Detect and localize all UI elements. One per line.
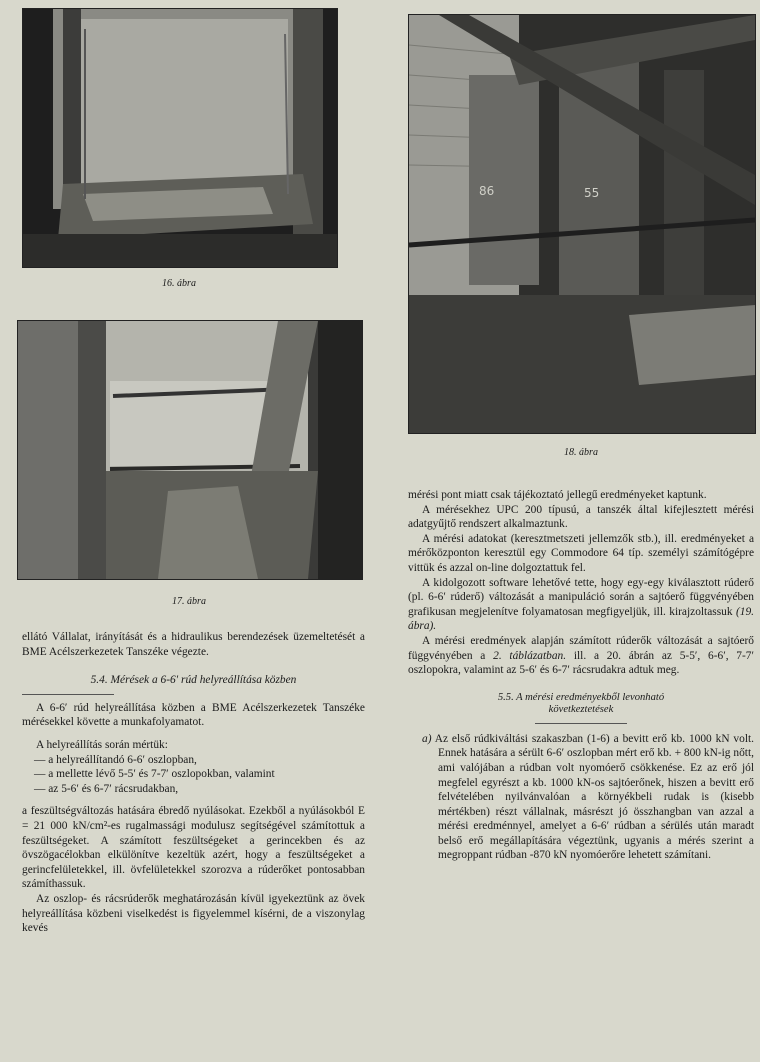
paragraph: A helyreállítás során mértük: bbox=[36, 738, 168, 751]
paragraph bbox=[408, 576, 754, 634]
figure-16-caption: 16. ábra bbox=[162, 278, 196, 289]
paragraph: Az oszlop- és rácsrúderők meghatározásán kívül igyekeztünk az övek helyreállítása közbeni viselkedést is figyelemmel kísérni, de a viszonylag kevés bbox=[22, 892, 365, 935]
paragraph: A mérésekhez UPC 200 típusú, a tanszék által kifejlesztett mérési adatgyűjtő rendszert alkalmaztunk. bbox=[408, 503, 754, 531]
figure-17-photo bbox=[17, 320, 363, 580]
list-item-a bbox=[408, 732, 754, 863]
paragraph: a feszültségváltozás hatására ébredő nyúlásokat. Ezekből a nyúlásokból E = 21 000 kN/cm²-es rugalmassági modulusz segítségével számítottuk a feszültségeket. A számított feszültségeket a gerincekben és az övszögacélokban elkülönítve kezeltük azért, hogy a feszültségeket a gerincfelületekkel, ill. övfelületekkel szorozva a rúderőket pontosabban számíthassuk. bbox=[22, 805, 365, 891]
table-reference: 2. táblázatban. bbox=[493, 649, 567, 662]
figure-18-label-55: 55 bbox=[584, 186, 600, 200]
divider bbox=[535, 723, 627, 724]
paragraph-intro-cont: ellátó Vállalat, irányítását és a hidraulikus berendezések üzemeltetését a BME Acélszerkezetek Tanszéke végezte. bbox=[22, 631, 365, 658]
item-label: a) bbox=[422, 732, 432, 745]
figure-18-photo bbox=[408, 14, 756, 434]
figure-18-label-86: 86 bbox=[479, 184, 495, 198]
item-text: Az első rúdkiváltási szakaszban (1-6) a bevitt erő kb. 1000 kN volt. Ennek hatására a sérült 6-6′ oszlopban mért erő kb. + 800 kN-ig nőtt, ami valójában a rúdban volt nyomóerő csökkenése. Ez az erő jól megfelel egyrészt a kb. 1000 kN-os sajtóerőnek, hiszen a bevitt erő felvételében nyilvánvalóan a környékbeli rudak is (kisebb mértékben) részt vállalnak, másrészt jó összhangban van azzal a mérési eredménnyel, amelyet a 6-6′ rúdban a sérülés után maradt belső erő megállapítására végeztünk, ugyanis a mérés szerint a megroppant rúdban -870 kN nyomóerőre lehetett számítani. bbox=[434, 732, 755, 862]
figure-16-photo bbox=[22, 8, 338, 268]
divider bbox=[22, 694, 114, 695]
paragraph bbox=[408, 634, 754, 678]
list-item: — a mellette lévő 5-5′ és 7-7′ oszlopokban, valamint bbox=[34, 768, 275, 781]
paragraph-text: A mérési eredmények alapján számított rúderők változását a sajtóerő függvényében a bbox=[408, 634, 754, 662]
left-column bbox=[22, 630, 365, 936]
list-item: — a helyreállítandó 6-6′ oszlopban, bbox=[34, 753, 197, 766]
section-heading-5-4: 5.4. Mérések a 6-6′ rúd helyreállítása közben bbox=[90, 674, 297, 687]
figure-18-caption: 18. ábra bbox=[564, 447, 598, 458]
paragraph: A mérési adatokat (keresztmetszeti jellemzők stb.), ill. eredményeket a mérőközponton keresztül egy Commodore 64 típ. személyi számítógépre vittük és azzal on-line dolgoztattuk fel. bbox=[408, 532, 754, 574]
list-item: — az 5-6′ és 6-7′ rácsrudakban, bbox=[34, 782, 179, 795]
paragraph: A 6-6′ rúd helyreállítása közben a BME Acélszerkezetek Tanszéke mérésekkel követte a munkafolyamatot. bbox=[22, 701, 365, 729]
right-column bbox=[408, 488, 754, 863]
paragraph-cont: mérési pont miatt csak tájékoztató jellegű eredményeket kaptunk. bbox=[408, 489, 707, 501]
figure-17-caption: 17. ábra bbox=[172, 596, 206, 607]
paragraph-text: A kidolgozott software lehetővé tette, hogy egy-egy kiválasztott rúderő (pl. 6-6′ rúderő) változását a manipuláció során a sajtóerő függvényében grafikusan megjelenítve folyamatosan megfigyeljük, ill. kirajzoltassuk bbox=[408, 576, 754, 618]
figure-reference: (19. ábra). bbox=[408, 605, 754, 633]
section-heading-5-5-line1: 5.5. A mérési eredményekből levonható bbox=[497, 691, 665, 703]
section-heading-5-5-line2: következtetések bbox=[548, 704, 614, 716]
paragraph-text: ill. a 20. ábrán az 5-5′, 6-6′, 7-7′ oszlopokra, valamint az 5-6′ és 6-7′ rácsrudakra adtuk meg. bbox=[408, 649, 754, 677]
